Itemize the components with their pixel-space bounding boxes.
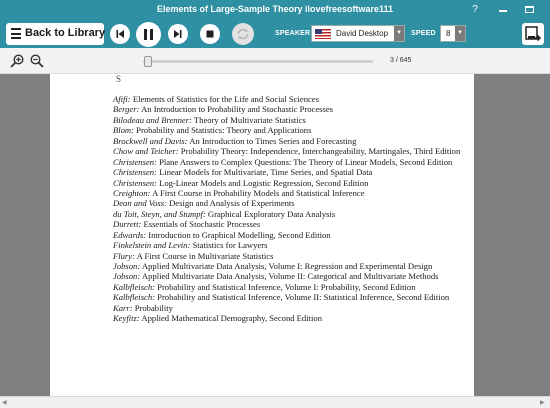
book-list-item: [113, 115, 463, 125]
back-to-library-button[interactable]: [6, 23, 104, 45]
minimize-button[interactable]: [492, 0, 514, 20]
player-toolbar: [0, 20, 550, 48]
book-author: Jobson:: [113, 261, 141, 271]
scroll-right-icon[interactable]: ▶: [540, 400, 545, 406]
book-author: Chow and Teicher:: [113, 146, 179, 157]
book-author: Afifi:: [113, 94, 131, 104]
book-author: Christensen:: [113, 156, 157, 167]
export-button[interactable]: [522, 23, 544, 45]
book-title: Probability and Statistical Inference, Volume I: Probability, Second Edition: [155, 281, 416, 292]
page-heading-fragment: S: [116, 74, 122, 84]
minimize-icon: [499, 10, 507, 12]
book-author: Brockwell and Davis:: [113, 135, 188, 146]
next-button[interactable]: [168, 24, 188, 44]
book-title: Theory of Multivariate Statistics: [191, 114, 306, 125]
book-list-item: [113, 104, 463, 114]
book-title: An Introduction to Times Series and Forecasting: [187, 135, 357, 146]
bottom-scrollbar[interactable]: [0, 396, 550, 408]
book-list-item: [113, 125, 463, 135]
back-to-library-label: Back to Library: [25, 27, 106, 39]
previous-button[interactable]: [110, 24, 130, 44]
book-list-item: [113, 136, 463, 146]
page-indicator: 3 / 645: [390, 57, 412, 64]
speed-label: SPEED: [411, 30, 436, 37]
book-title: Applied Mathematical Demography, Second Edition: [139, 313, 322, 324]
stop-icon: [200, 24, 220, 44]
book-author: Jobson:: [113, 271, 141, 282]
book-author: Blom:: [113, 125, 135, 136]
book-list-item: [113, 292, 463, 302]
book-title: Plane Answers to Complex Questions: The Theory of Linear Models, Second Edition: [156, 156, 453, 167]
chevron-down-icon: ▼: [394, 26, 404, 41]
scroll-left-icon[interactable]: ◀: [2, 400, 7, 406]
loop-icon: [232, 23, 254, 45]
help-button[interactable]: ?: [472, 4, 478, 15]
book-title: Probability: [132, 302, 173, 313]
book-list-item: [113, 157, 463, 167]
zoom-out-button[interactable]: [29, 53, 45, 69]
book-title: Probability and Statistical Inference, Volume II: Statistical Inference, Second Edition: [155, 292, 450, 303]
book-author: Berger:: [113, 104, 140, 115]
book-list-item: [113, 209, 463, 219]
book-author: Karr:: [113, 302, 133, 313]
book-title: Linear Models for Multivariate, Time Series, and Spatial Data: [156, 167, 373, 178]
book-title: A First Course in Probability Models and Statistical Inference: [150, 187, 365, 198]
export-icon: [522, 23, 544, 45]
speaker-value: David Desktop: [336, 29, 389, 38]
book-title: Essentials of Stochastic Processes: [141, 219, 261, 230]
pause-icon: [136, 22, 161, 47]
book-list-item: [113, 271, 463, 281]
book-author: Finkelstein and Levin:: [113, 240, 191, 251]
book-list-item: [113, 240, 463, 250]
book-list-item: [113, 303, 463, 313]
book-author: Christensen:: [113, 167, 157, 178]
book-list-item: [113, 219, 463, 229]
book-author: Creighton:: [113, 187, 151, 198]
document-page: [50, 74, 474, 396]
book-author: Bilodeau and Brenner:: [113, 114, 192, 125]
book-author: Edwards:: [113, 229, 147, 240]
book-author: Kalbfleisch:: [113, 281, 156, 292]
book-list-item: [113, 178, 463, 188]
book-title: Applied Multivariate Data Analysis, Volume II: Categorical and Multivariate Methods: [140, 271, 439, 282]
book-title: Introduction to Graphical Modelling, Second Edition: [146, 229, 331, 240]
book-list-item: [113, 167, 463, 177]
next-icon: [168, 24, 188, 44]
book-list-item: [113, 282, 463, 292]
speaker-label: SPEAKER: [275, 30, 311, 37]
book-author: Flury:: [113, 250, 135, 261]
speed-select[interactable]: [440, 25, 466, 42]
book-list-item: [113, 94, 463, 104]
book-author: Dean and Voss:: [113, 198, 167, 209]
book-list-item: [113, 188, 463, 198]
book-title: Applied Multivariate Data Analysis, Volume I: Regression and Experimental Design: [140, 261, 433, 271]
book-title: A First Course in Multivariate Statistics: [134, 250, 274, 261]
book-list-item: [113, 146, 463, 156]
book-list: [113, 94, 463, 324]
zoom-in-icon: [9, 53, 25, 69]
window-title: Elements of Large-Sample Theory ilovefreesoftware111: [156, 4, 394, 14]
zoom-in-button[interactable]: [9, 53, 25, 69]
menu-icon: [11, 28, 21, 39]
book-title: Log-Linear Models and Logistic Regression, Second Edition: [156, 177, 369, 188]
page-slider[interactable]: [143, 56, 373, 67]
book-title: Graphical Exploratory Data Analysis: [205, 208, 336, 219]
book-author: du Toit, Steyn, and Stumpf:: [113, 208, 206, 219]
book-list-item: [113, 313, 463, 323]
book-title: Statistics for Lawyers: [190, 240, 268, 251]
book-title: Elements of Statistics for the Life and Social Sciences: [130, 94, 319, 104]
book-title: Probability and Statistics: Theory and Applications: [134, 125, 312, 136]
book-author: Durrett:: [113, 219, 142, 230]
pause-button[interactable]: [136, 22, 161, 47]
book-author: Christensen:: [113, 177, 157, 188]
document-viewer[interactable]: [0, 74, 550, 396]
zoom-out-icon: [29, 53, 45, 69]
chevron-down-icon: ▼: [455, 26, 465, 41]
navigation-bar: [0, 48, 550, 74]
book-list-item: [113, 251, 463, 261]
book-title: Probability Theory: Independence, Interchangeability, Martingales, Third Edition: [178, 146, 461, 157]
loop-button[interactable]: [232, 23, 254, 45]
book-list-item: [113, 230, 463, 240]
page-slider-thumb[interactable]: [144, 56, 152, 67]
book-list-item: [113, 198, 463, 208]
book-list-item: [113, 261, 463, 271]
speaker-select[interactable]: [311, 25, 405, 42]
previous-icon: [110, 24, 130, 44]
maximize-icon: [525, 6, 534, 13]
book-author: Keyfitz:: [113, 313, 140, 324]
title-bar: [0, 0, 550, 20]
page-slider-track[interactable]: [143, 60, 373, 63]
us-flag-icon: [315, 29, 331, 39]
maximize-button[interactable]: [518, 0, 540, 20]
book-author: Kalbfleisch:: [113, 292, 156, 303]
book-title: Design and Analysis of Experiments: [166, 198, 295, 209]
speed-value: 8: [446, 29, 451, 38]
stop-button[interactable]: [200, 24, 220, 44]
book-title: An Introduction to Probability and Stochastic Processes: [139, 104, 333, 115]
